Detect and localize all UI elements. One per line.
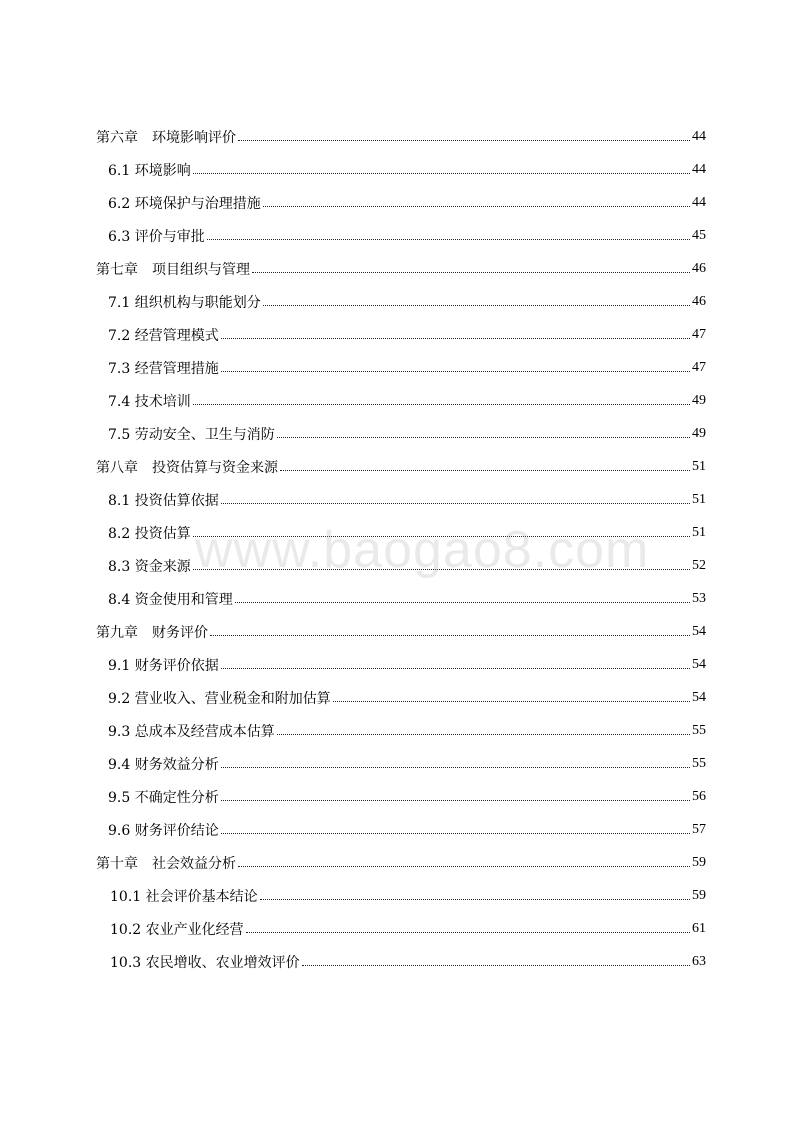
toc-page-number: 55 (692, 755, 706, 771)
leader-dots (193, 390, 690, 405)
toc-page-number: 49 (692, 425, 706, 441)
toc-entry-label: 10.1 社会评价基本结论 (110, 888, 258, 905)
toc-page-number: 51 (692, 458, 706, 474)
toc-page-number: 46 (692, 293, 706, 309)
toc-page-number: 56 (692, 788, 706, 804)
leader-dots (235, 588, 690, 603)
toc-entry-label: 第九章 财务评价 (96, 624, 208, 641)
toc-entry-section[interactable] (108, 681, 706, 714)
toc-entry-label: 7.5 劳动安全、卫生与消防 (108, 426, 275, 443)
toc-entry-label: 6.3 评价与审批 (108, 228, 205, 245)
toc-page-number: 59 (692, 854, 706, 870)
leader-dots (238, 126, 690, 141)
toc-entry-label: 8.3 资金来源 (108, 558, 191, 575)
leader-dots (263, 291, 690, 306)
toc-page-number: 54 (692, 623, 706, 639)
toc-entry-label: 9.2 营业收入、营业税金和附加估算 (108, 690, 331, 707)
toc-entry-label: 9.1 财务评价依据 (108, 657, 219, 674)
toc-entry-chapter[interactable] (96, 252, 706, 285)
leader-dots (333, 687, 690, 702)
toc-entry-chapter[interactable] (96, 450, 706, 483)
toc-page-number: 55 (692, 722, 706, 738)
leader-dots (277, 423, 690, 438)
leader-dots (277, 720, 690, 735)
toc-entry-label: 8.4 资金使用和管理 (108, 591, 233, 608)
leader-dots (280, 456, 690, 471)
leader-dots (260, 885, 690, 900)
toc-page-number: 57 (692, 821, 706, 837)
toc-entry-section[interactable] (108, 219, 706, 252)
toc-entry-label: 7.4 技术培训 (108, 393, 191, 410)
toc-entry-section[interactable] (108, 318, 706, 351)
toc-entry-label: 第七章 项目组织与管理 (96, 261, 250, 278)
leader-dots (302, 951, 690, 966)
toc-entry-label: 8.2 投资估算 (108, 525, 191, 542)
toc-entry-label: 第六章 环境影响评价 (96, 129, 236, 146)
toc-page-number: 53 (692, 590, 706, 606)
toc-entry-label: 9.6 财务评价结论 (108, 822, 219, 839)
toc-entry-section[interactable] (108, 186, 706, 219)
toc-page-number: 46 (692, 260, 706, 276)
toc-page-number: 45 (692, 227, 706, 243)
leader-dots (210, 621, 690, 636)
toc-entry-label: 7.2 经营管理模式 (108, 327, 219, 344)
toc-entry-section[interactable] (108, 483, 706, 516)
toc-page-number: 51 (692, 491, 706, 507)
toc-page-number: 52 (692, 557, 706, 573)
toc-entry-label: 9.3 总成本及经营成本估算 (108, 723, 275, 740)
leader-dots (193, 159, 690, 174)
toc-entry-label: 7.3 经营管理措施 (108, 360, 219, 377)
toc-entry-section[interactable] (110, 912, 706, 945)
toc-entry-label: 第十章 社会效益分析 (96, 855, 236, 872)
toc-entry-section[interactable] (108, 351, 706, 384)
toc-page-number: 59 (692, 887, 706, 903)
toc-entry-section[interactable] (108, 813, 706, 846)
toc-entry-label: 7.1 组织机构与职能划分 (108, 294, 261, 311)
leader-dots (246, 918, 690, 933)
toc-page-number: 51 (692, 524, 706, 540)
toc-page-number: 61 (692, 920, 706, 936)
toc-entry-label: 第八章 投资估算与资金来源 (96, 459, 278, 476)
toc-page-number: 54 (692, 656, 706, 672)
toc-entry-label: 10.3 农民增收、农业增效评价 (110, 954, 300, 971)
toc-page-number: 44 (692, 194, 706, 210)
leader-dots (221, 357, 690, 372)
toc-entry-section[interactable] (108, 582, 706, 615)
leader-dots (221, 819, 690, 834)
toc-entry-label: 10.2 农业产业化经营 (110, 921, 244, 938)
toc-page-number: 47 (692, 326, 706, 342)
leader-dots (221, 753, 690, 768)
toc-entry-section[interactable] (108, 747, 706, 780)
toc-entry-section[interactable] (108, 714, 706, 747)
leader-dots (207, 225, 690, 240)
toc-entry-chapter[interactable] (96, 120, 706, 153)
toc-entry-label: 6.2 环境保护与治理措施 (108, 195, 261, 212)
toc-entry-section[interactable] (108, 285, 706, 318)
leader-dots (263, 192, 690, 207)
toc-entry-section[interactable] (108, 417, 706, 450)
toc-page-number: 44 (692, 128, 706, 144)
leader-dots (238, 852, 690, 867)
toc-page-number: 49 (692, 392, 706, 408)
toc-entry-chapter[interactable] (96, 615, 706, 648)
toc-entry-section[interactable] (110, 879, 706, 912)
toc-entry-section[interactable] (110, 945, 706, 978)
toc-entry-label: 8.1 投资估算依据 (108, 492, 219, 509)
toc-page-number: 54 (692, 689, 706, 705)
leader-dots (221, 489, 690, 504)
toc-page-number: 63 (692, 953, 706, 969)
toc-entry-label: 6.1 环境影响 (108, 162, 191, 179)
leader-dots (221, 654, 690, 669)
toc-entry-section[interactable] (108, 780, 706, 813)
toc-entry-chapter[interactable] (96, 846, 706, 879)
watermark-text: www.baogao8.com (195, 521, 650, 579)
leader-dots (221, 324, 690, 339)
toc-page-number: 44 (692, 161, 706, 177)
leader-dots (252, 258, 690, 273)
toc-entry-section[interactable] (108, 384, 706, 417)
toc-entry-label: 9.5 不确定性分析 (108, 789, 219, 806)
toc-entry-label: 9.4 财务效益分析 (108, 756, 219, 773)
toc-entry-section[interactable] (108, 153, 706, 186)
toc-entry-section[interactable] (108, 648, 706, 681)
toc-page-number: 47 (692, 359, 706, 375)
leader-dots (221, 786, 690, 801)
